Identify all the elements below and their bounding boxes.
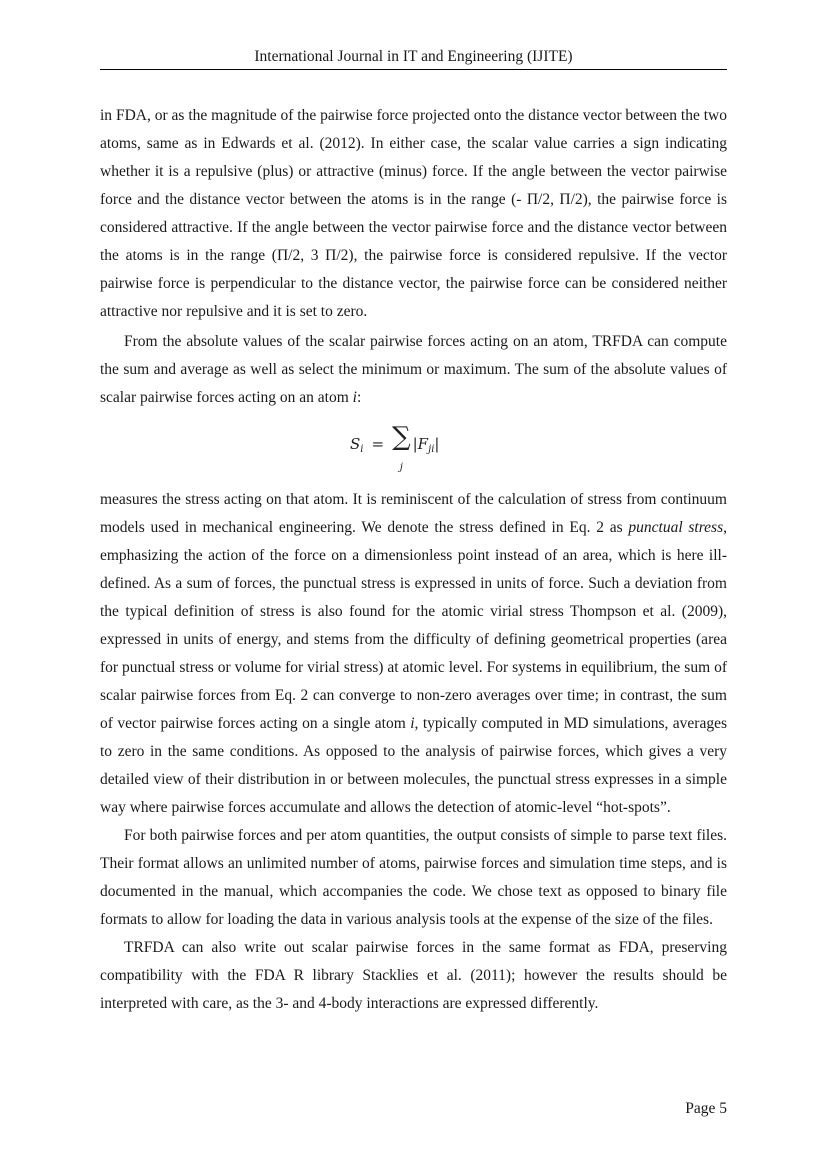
equation-equals: = <box>371 435 385 453</box>
paragraph-2 <box>100 328 727 412</box>
atom-index-variable: i <box>352 389 357 406</box>
journal-header: International Journal in IT and Engineering (IJITE) <box>254 48 573 65</box>
paragraph-4: For both pairwise forces and per atom quantities, the output consists of simple to parse text files. Their format allows an unlimited number of atoms, pairwise forces and simulation time steps, and is documented in the manual, which accompanies the code. We chose text as opposed to binary file formats to allow for loading the data in various analysis tools at the expense of the size of the files. <box>100 827 727 928</box>
equation-rhs <box>413 430 440 464</box>
paragraph-1: in FDA, or as the magnitude of the pairwise force projected onto the distance vector between the two atoms, same as in Edwards et al. (2012). In either case, the scalar value carries a sign indicating whether it is a repulsive (plus) or attractive (minus) force. If the angle between the vector pairwise force and the distance vector between the atoms is in the range (- Π/2, Π/2), the pairwise force is considered attractive. If the angle between the vector pairwise force and the distance vector between the atoms is in the range (Π/2, 3 Π/2), the pairwise force is considered repulsive. If the vector pairwise force is perpendicular to the distance vector, the pairwise force can be considered neither attractive nor repulsive and it is set to zero. <box>100 107 727 320</box>
stress-equation <box>100 416 727 480</box>
sum-index: j <box>399 462 403 473</box>
equation-lhs-symbol: S <box>350 435 361 453</box>
punctual-stress-term: punctual stress <box>628 519 724 536</box>
paragraph-2-end: : <box>356 389 362 406</box>
paragraph-3-mid: , emphasizing the action of the force on a dimensionless point instead of an area, which is here ill-defined. As a sum of forces, the punctual stress is expressed in units of force. Such a deviation from the typical definition of stress is also found for the atomic virial stress Thompson et al. (2009), expressed in units of energy, and stems from the difficulty of defining geometrical properties (area for punctual stress or volume for virial stress) at atomic level. For systems in equilibrium, the sum of scalar pairwise forces from Eq. 2 can converge to non-zero averages over time; in contrast, the sum of vector pairwise forces acting on a single atom <box>100 519 728 732</box>
equation-rhs-subscript: ji <box>428 444 435 455</box>
paragraph-2-lead: From the absolute values of the scalar pairwise forces acting on an atom, TRFDA can compute the sum and average as well as select the minimum or maximum. The sum of the absolute values of scalar pairwise forces acting on an atom <box>100 333 727 406</box>
page-number: Page 5 <box>685 1100 727 1117</box>
paragraph-3-end: , typically computed in MD simulations, averages to zero in the same conditions. As opposed to the analysis of pairwise forces, which gives a very detailed view of their distribution in or between molecules, the punctual stress expresses in a simple way where pairwise forces accumulate and allows the detection of atomic-level “hot-spots”. <box>100 715 728 816</box>
paragraph-5: TRFDA can also write out scalar pairwise forces in the same format as FDA, preserving compatibility with the FDA R library Stacklies et al. (2011); however the results should be interpreted with care, as the 3- and 4-body interactions are expressed differently. <box>100 939 727 1012</box>
paragraph-3-lead: measures the stress acting on that atom. It is reminiscent of the calculation of stress from continuum models used in mechanical engineering. We denote the stress defined in Eq. 2 as <box>100 491 727 536</box>
header-rule <box>100 69 727 70</box>
equation-lhs-subscript: i <box>360 444 364 455</box>
equation-rhs-open: |F <box>412 435 429 453</box>
paragraph-3 <box>100 486 727 822</box>
equation-lhs <box>350 430 363 464</box>
sigma-symbol: ∑ <box>392 422 411 452</box>
atom-index-variable-2: i <box>410 715 415 732</box>
summation <box>392 424 411 482</box>
equation-content <box>350 424 439 482</box>
equation-rhs-close: | <box>434 435 440 453</box>
article-body <box>100 102 727 1018</box>
